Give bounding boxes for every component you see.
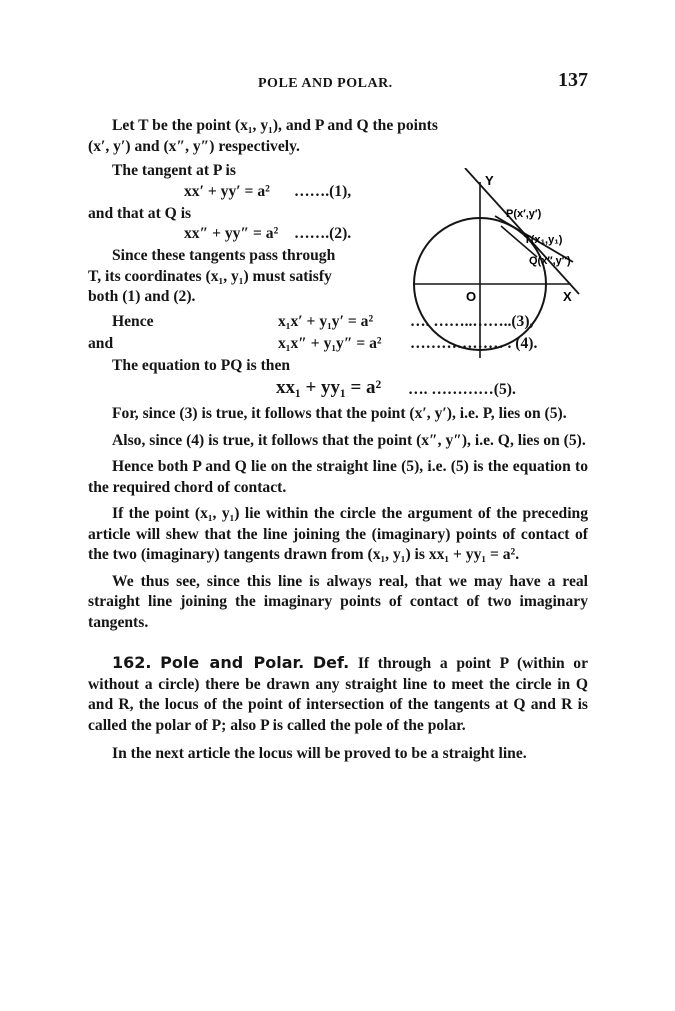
- para-q-lies: Also, since (4) is true, it follows that the point (x″, y″), i.e. Q, lies on (5).: [112, 431, 586, 449]
- page-number: 137: [558, 69, 588, 91]
- section-title: Pole and Polar.: [160, 653, 305, 672]
- equation-5-expr: xx₁ + yy₁ = a²: [276, 377, 382, 398]
- para-chord-of-contact: Hence both P and Q lie on the straight line (5), i.e. (5) is the equation to the required chord of contact.: [88, 458, 588, 496]
- equation-4-expr: x₁x″ + y₁y″ = a²: [278, 334, 382, 352]
- label-p: P(x′,y′): [506, 208, 542, 220]
- para-since-line2: T, its coordinates (x₁, y₁) must satisfy: [88, 267, 332, 285]
- label-x: X: [563, 289, 572, 304]
- tangent-at-q: and that at Q is: [88, 204, 192, 222]
- section-definition-text: If through a point P (within or without a circle) there be drawn any straight line to meet the circle in Q and R, the locus of the point of intersection of the tangents at Q and R is called the polar of P; also P is called the pole of the polar.: [88, 655, 589, 734]
- para-imaginary-tangents: If the point (x₁, y₁) lie within the circle the argument of the preceding article will shew that the line joining the (imaginary) points of contact of the two (imaginary) tangents drawn from (x₁, y₁) is xx₁ + yy₁ = a².: [88, 505, 588, 563]
- pq-equation-intro: The equation to PQ is then: [112, 356, 291, 374]
- label-q: Q(x″,y″): [529, 255, 571, 267]
- para-since-line3: both (1) and (2).: [88, 288, 196, 305]
- section-number: 162.: [112, 653, 152, 672]
- page-header: [88, 70, 588, 96]
- equation-5-label: …. …………(5).: [408, 381, 516, 398]
- equation-3-expr: x₁x′ + y₁y′ = a²: [278, 312, 374, 330]
- para-intro-line1: Let T be the point (x₁, y₁), and P and Q the points: [112, 117, 438, 134]
- para-real-line: We thus see, since this line is always real, that we may have a real straight line joining the imaginary points of contact of two imaginary tangents.: [88, 572, 588, 631]
- label-o: O: [466, 289, 477, 304]
- label-y: Y: [485, 173, 494, 188]
- diagram-svg: [413, 168, 593, 378]
- tangent-at-p: The tangent at P is: [112, 162, 236, 179]
- equation-1-expr: xx′ + yy′ = a²: [184, 182, 270, 200]
- section-def: Def.: [312, 653, 350, 672]
- para-since-line1: Since these tangents pass through: [112, 247, 336, 264]
- equation-3-lead: Hence: [112, 312, 154, 330]
- equation-5: [88, 376, 588, 402]
- equation-2-label: …….(2).: [294, 225, 352, 242]
- para-next-article: In the next article the locus will be proved to be a straight line.: [112, 745, 527, 762]
- circle-tangent-diagram: [413, 168, 593, 378]
- equation-2-expr: xx″ + yy″ = a²: [184, 225, 279, 242]
- equation-3-label: …. ……..……..(3),: [410, 312, 534, 330]
- equation-4-label: ……………… . (4).: [410, 334, 538, 352]
- para-intro-line2: (x′, y′) and (x″, y″) respectively.: [88, 137, 300, 155]
- para-p-lies: For, since (3) is true, it follows that the point (x′, y′), i.e. P, lies on (5).: [112, 405, 567, 422]
- equation-4-lead: and: [88, 334, 114, 352]
- section-162: [88, 653, 588, 736]
- equation-1-label: …….(1),: [294, 182, 352, 200]
- label-t: T(x₁,y₁): [524, 234, 563, 246]
- running-title: POLE AND POLAR.: [258, 76, 393, 91]
